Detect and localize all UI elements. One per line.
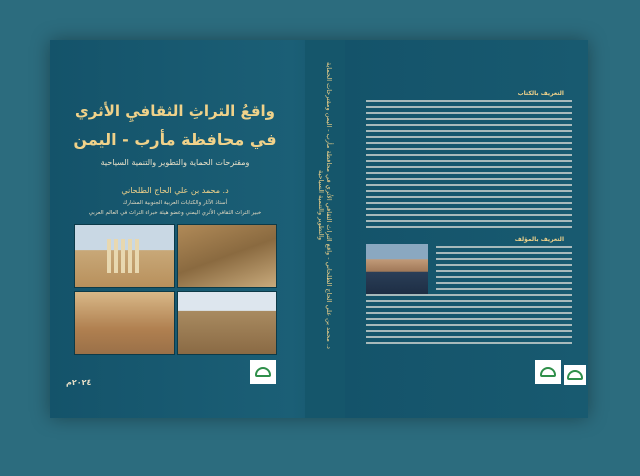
book-cover xyxy=(50,40,588,418)
author-affiliation-2: خبير التراث الثقافي الأثري اليمني وعضو هيئة خبراء التراث في العالم العربي xyxy=(88,210,262,216)
spine-title: د. محمد بن علي الحاج الطلحاني - واقع التراث الثقافي الأثري في محافظة مأرب - اليمن ومقترحات الحماية والتطوير والتنمية السياحية xyxy=(317,61,333,349)
publisher-logo-icon xyxy=(250,360,276,384)
author-photo xyxy=(366,244,428,294)
photo-ruins-excavation xyxy=(177,224,277,288)
section-title-book: التعريف بالكتاب xyxy=(517,90,564,97)
author-affiliation-1: أستاذ الآثار والكتابات العربية الجنوبية المشارك xyxy=(122,200,228,206)
publication-year: ٢٠٢٤م xyxy=(66,378,92,387)
section-title-author: التعريف بالمؤلف xyxy=(514,236,564,243)
logo-mark xyxy=(255,367,271,377)
pillars-shape xyxy=(107,239,141,273)
photo-ancient-city xyxy=(74,291,175,355)
book-title-line2: في محافظة مأرب - اليمن xyxy=(73,130,277,149)
back-cover xyxy=(350,40,588,418)
book-description-text xyxy=(366,100,572,232)
photo-temple-pillars xyxy=(74,224,175,288)
front-cover xyxy=(50,40,300,418)
book-subtitle: ومقترحات الحماية والتطوير والتنمية السياحية xyxy=(100,158,250,167)
book-title-line1: واقعُ التراثِ الثقافيِ الأثري xyxy=(75,102,275,120)
author-bio-text-continued xyxy=(366,294,572,348)
author-bio-text xyxy=(436,246,572,294)
author-name: د. محمد بن علي الحاج الطلحاني xyxy=(121,186,229,195)
logo-mark xyxy=(540,367,556,377)
book-spine xyxy=(305,40,345,418)
publisher-logo-icon xyxy=(535,360,561,384)
photo-stone-ruins xyxy=(177,291,277,355)
